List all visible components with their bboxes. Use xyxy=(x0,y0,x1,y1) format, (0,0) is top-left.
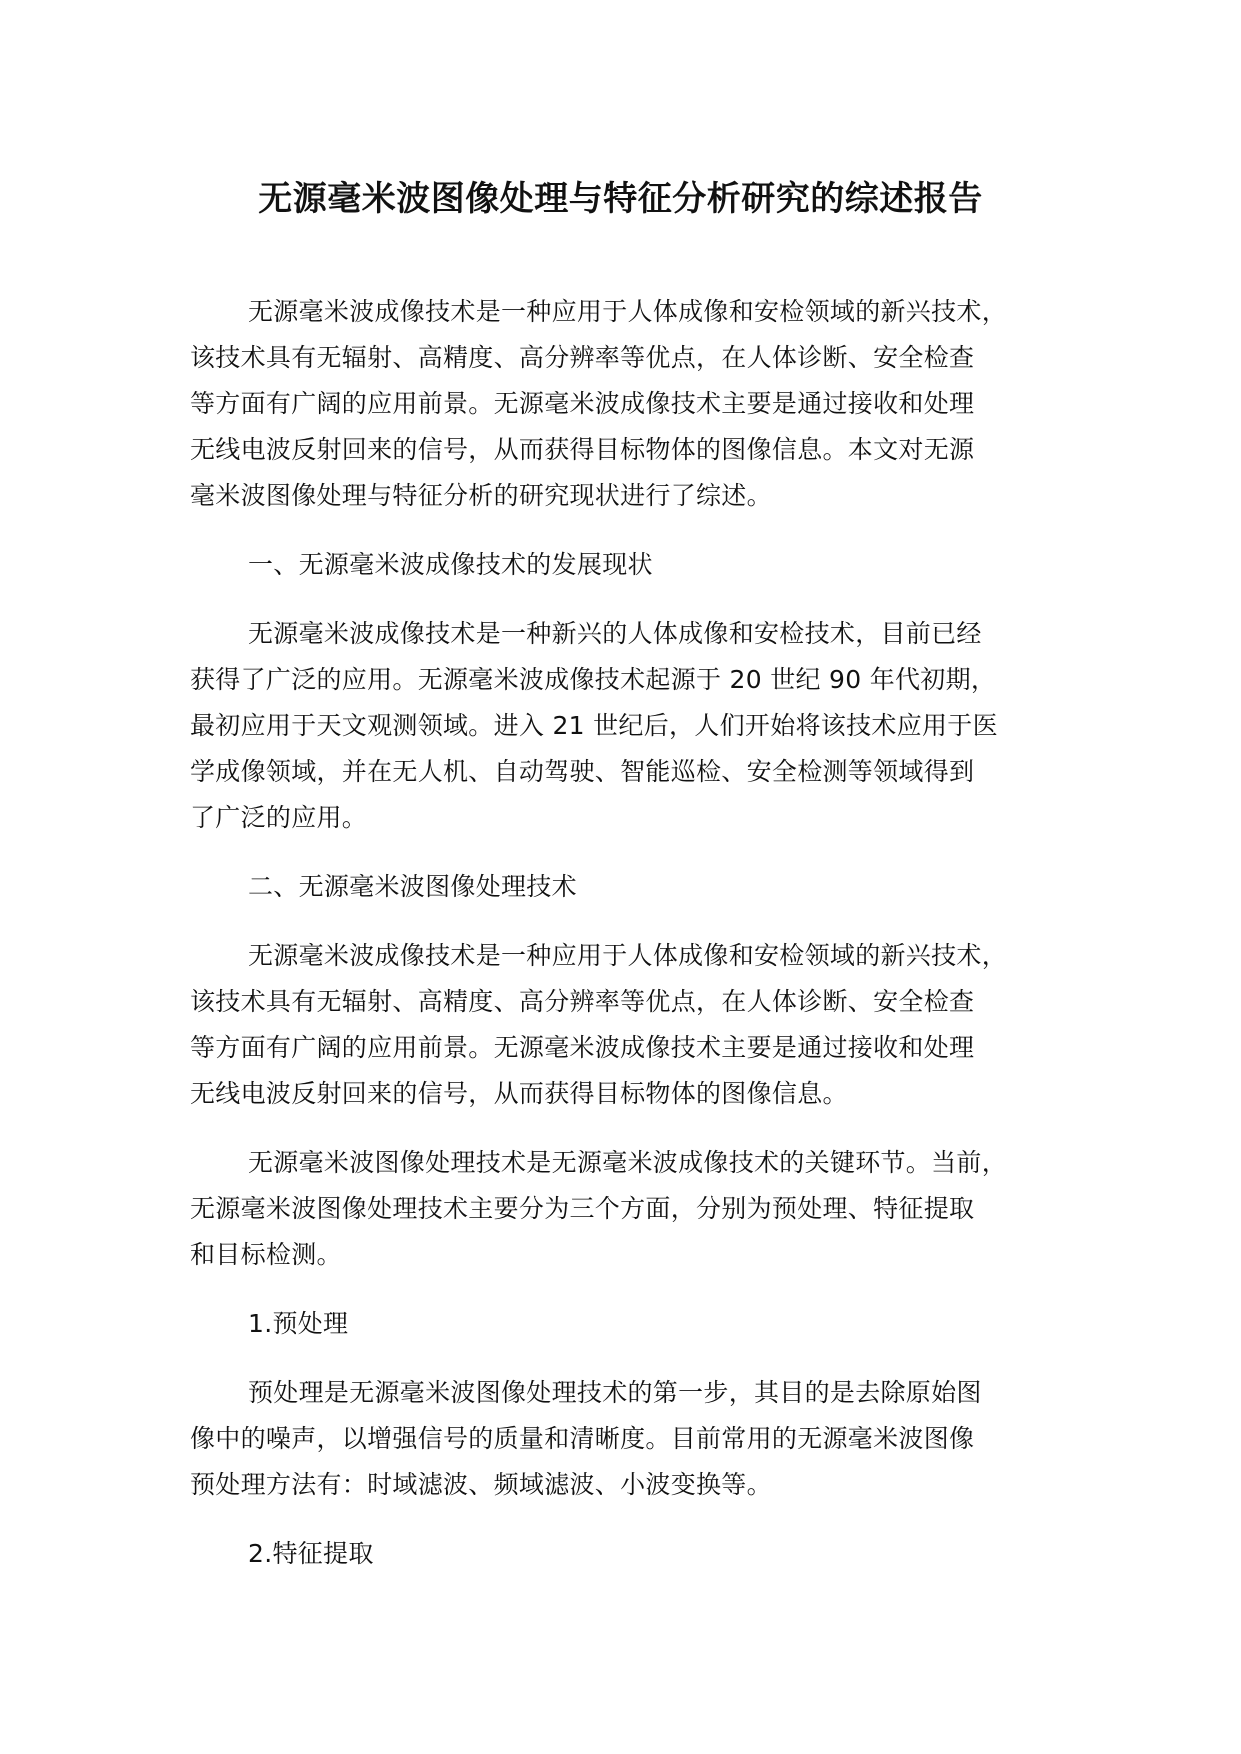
section2-paragraph-2 xyxy=(190,1140,1090,1278)
subsection1-paragraph xyxy=(190,1370,1090,1508)
section2-line: 无线电波反射回来的信号，从而获得目标物体的图像信息。 xyxy=(190,1079,848,1108)
section1-paragraph xyxy=(190,611,1090,841)
intro-line: 该技术具有无辐射、高精度、高分辨率等优点，在人体诊断、安全检查 xyxy=(190,343,975,372)
section2-line: 该技术具有无辐射、高精度、高分辨率等优点，在人体诊断、安全检查 xyxy=(190,987,975,1016)
subsection-heading-2: 2.特征提取 xyxy=(248,1539,374,1568)
subsection1-line: 预处理是无源毫米波图像处理技术的第一步，其目的是去除原始图 xyxy=(248,1378,982,1407)
document-title: 无源毫米波图像处理与特征分析研究的综述报告 xyxy=(258,179,983,219)
section1-line: 获得了广泛的应用。无源毫米波成像技术起源于 20 世纪 90 年代初期， xyxy=(190,665,997,694)
section2-line: 和目标检测。 xyxy=(190,1240,342,1269)
subsection1-line: 预处理方法有：时域滤波、频域滤波、小波变换等。 xyxy=(190,1470,772,1499)
section2-line: 等方面有广阔的应用前景。无源毫米波成像技术主要是通过接收和处理 xyxy=(190,1033,975,1062)
section1-line: 学成像领域，并在无人机、自动驾驶、智能巡检、安全检测等领域得到 xyxy=(190,757,975,786)
section-heading-2: 二、无源毫米波图像处理技术 xyxy=(248,872,577,901)
intro-line: 等方面有广阔的应用前景。无源毫米波成像技术主要是通过接收和处理 xyxy=(190,389,975,418)
section2-line: 无源毫米波图像处理技术是无源毫米波成像技术的关键环节。当前， xyxy=(248,1148,1008,1177)
section2-line: 无源毫米波成像技术是一种应用于人体成像和安检领域的新兴技术， xyxy=(248,941,1008,970)
section-heading-1: 一、无源毫米波成像技术的发展现状 xyxy=(248,550,653,579)
intro-line: 无线电波反射回来的信号，从而获得目标物体的图像信息。本文对无源 xyxy=(190,435,975,464)
document-body xyxy=(190,289,1090,1600)
intro-line: 无源毫米波成像技术是一种应用于人体成像和安检领域的新兴技术， xyxy=(248,297,1008,326)
section2-line: 无源毫米波图像处理技术主要分为三个方面，分别为预处理、特征提取 xyxy=(190,1194,975,1223)
subsection-heading-1: 1.预处理 xyxy=(248,1309,349,1338)
subsection1-line: 像中的噪声，以增强信号的质量和清晰度。目前常用的无源毫米波图像 xyxy=(190,1424,975,1453)
section1-line: 最初应用于天文观测领域。进入 21 世纪后，人们开始将该技术应用于医 xyxy=(190,711,998,740)
intro-paragraph xyxy=(190,289,1090,519)
intro-line: 毫米波图像处理与特征分析的研究现状进行了综述。 xyxy=(190,481,772,510)
section2-paragraph-1 xyxy=(190,933,1090,1117)
section1-line: 无源毫米波成像技术是一种新兴的人体成像和安检技术，目前已经 xyxy=(248,619,982,648)
section1-line: 了广泛的应用。 xyxy=(190,803,368,832)
